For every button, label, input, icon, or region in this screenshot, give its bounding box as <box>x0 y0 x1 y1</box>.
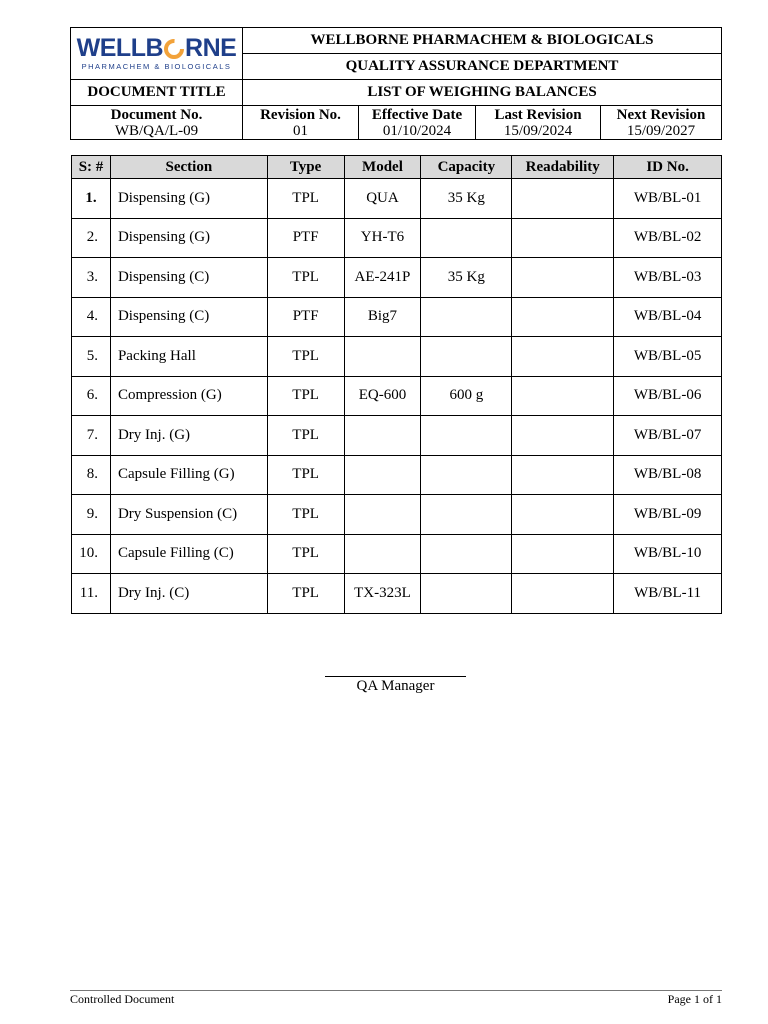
meta-document-no <box>71 106 243 140</box>
id-number-cell: WB/BL-09 <box>614 495 722 535</box>
section-cell: Packing Hall <box>110 337 267 377</box>
readability-cell <box>512 574 614 614</box>
capacity-cell <box>421 218 512 258</box>
readability-cell <box>512 376 614 416</box>
readability-cell <box>512 495 614 535</box>
department-name: QUALITY ASSURANCE DEPARTMENT <box>243 54 722 80</box>
capacity-cell <box>421 455 512 495</box>
id-number-cell: WB/BL-11 <box>614 574 722 614</box>
id-number-cell: WB/BL-01 <box>614 179 722 219</box>
readability-cell <box>512 218 614 258</box>
model-cell: AE-241P <box>344 258 421 298</box>
table-row <box>72 258 722 298</box>
capacity-cell <box>421 297 512 337</box>
model-cell: QUA <box>344 179 421 219</box>
signature-line <box>325 676 466 677</box>
table-row <box>72 455 722 495</box>
section-cell: Dry Inj. (G) <box>110 416 267 456</box>
readability-cell <box>512 534 614 574</box>
section-cell: Capsule Filling (C) <box>110 534 267 574</box>
type-cell: PTF <box>267 218 344 258</box>
model-cell: YH-T6 <box>344 218 421 258</box>
readability-cell <box>512 455 614 495</box>
model-cell: TX-323L <box>344 574 421 614</box>
company-logo <box>71 36 242 71</box>
meta-value: 01/10/2024 <box>382 122 452 139</box>
meta-value: 15/09/2024 <box>503 122 573 139</box>
column-header: S: # <box>72 156 111 179</box>
table-row <box>72 376 722 416</box>
serial-number-cell: 11. <box>72 574 111 614</box>
table-row <box>72 179 722 219</box>
meta-label: Effective Date <box>371 106 463 123</box>
section-cell: Dispensing (G) <box>110 179 267 219</box>
meta-value: 01 <box>293 122 308 139</box>
column-header: Section <box>110 156 267 179</box>
type-cell: TPL <box>267 574 344 614</box>
id-number-cell: WB/BL-03 <box>614 258 722 298</box>
section-cell: Compression (G) <box>110 376 267 416</box>
capacity-cell <box>421 495 512 535</box>
readability-cell <box>512 297 614 337</box>
readability-cell <box>512 179 614 219</box>
weighing-balances-table <box>71 155 722 614</box>
type-cell: TPL <box>267 258 344 298</box>
table-row <box>72 574 722 614</box>
serial-number-cell: 3. <box>72 258 111 298</box>
readability-cell <box>512 337 614 377</box>
capacity-cell: 35 Kg <box>421 179 512 219</box>
section-cell: Dispensing (G) <box>110 218 267 258</box>
capacity-cell: 600 g <box>421 376 512 416</box>
section-cell: Dispensing (C) <box>110 297 267 337</box>
type-cell: TPL <box>267 416 344 456</box>
model-cell <box>344 455 421 495</box>
footer-controlled-document: Controlled Document <box>70 992 175 1006</box>
company-logo-cell <box>71 28 243 80</box>
readability-cell <box>512 416 614 456</box>
section-cell: Capsule Filling (G) <box>110 455 267 495</box>
capacity-cell <box>421 574 512 614</box>
model-cell: Big7 <box>344 297 421 337</box>
serial-number-cell: 8. <box>72 455 111 495</box>
table-row <box>72 337 722 377</box>
meta-label: Next Revision <box>616 106 706 123</box>
id-number-cell: WB/BL-04 <box>614 297 722 337</box>
capacity-cell: 35 Kg <box>421 258 512 298</box>
serial-number-cell: 1. <box>72 179 111 219</box>
table-row <box>72 218 722 258</box>
serial-number-cell: 9. <box>72 495 111 535</box>
type-cell: TPL <box>267 455 344 495</box>
type-cell: TPL <box>267 495 344 535</box>
meta-effective-date <box>359 106 476 140</box>
capacity-cell <box>421 534 512 574</box>
meta-value: 15/09/2027 <box>626 122 696 139</box>
footer-page-number: Page 1 of 1 <box>667 992 722 1006</box>
serial-number-cell: 5. <box>72 337 111 377</box>
serial-number-cell: 4. <box>72 297 111 337</box>
model-cell <box>344 416 421 456</box>
readability-cell <box>512 258 614 298</box>
id-number-cell: WB/BL-05 <box>614 337 722 377</box>
signature-block <box>325 662 466 695</box>
document-header <box>70 27 722 140</box>
column-header: Model <box>344 156 421 179</box>
table-row <box>72 297 722 337</box>
column-header: Type <box>267 156 344 179</box>
logo-wordmark: WELLB RNE <box>76 34 237 62</box>
model-cell <box>344 534 421 574</box>
column-header: Capacity <box>421 156 512 179</box>
section-cell: Dry Inj. (C) <box>110 574 267 614</box>
model-cell <box>344 337 421 377</box>
meta-next-revision <box>601 106 722 140</box>
table-row <box>72 495 722 535</box>
id-number-cell: WB/BL-10 <box>614 534 722 574</box>
logo-o-swirl-icon <box>164 39 184 59</box>
meta-label: Document No. <box>110 106 203 123</box>
type-cell: TPL <box>267 376 344 416</box>
model-cell <box>344 495 421 535</box>
id-number-cell: WB/BL-08 <box>614 455 722 495</box>
type-cell: TPL <box>267 534 344 574</box>
doc-title-label: DOCUMENT TITLE <box>71 80 243 106</box>
table-header-row <box>72 156 722 179</box>
capacity-cell <box>421 416 512 456</box>
table-row <box>72 534 722 574</box>
section-cell: Dispensing (C) <box>110 258 267 298</box>
serial-number-cell: 2. <box>72 218 111 258</box>
meta-label: Revision No. <box>260 106 341 123</box>
logo-tagline: PHARMACHEM & BIOLOGICALS <box>81 62 232 71</box>
id-number-cell: WB/BL-06 <box>614 376 722 416</box>
type-cell: TPL <box>267 337 344 377</box>
table-row <box>72 416 722 456</box>
serial-number-cell: 7. <box>72 416 111 456</box>
type-cell: TPL <box>267 179 344 219</box>
column-header: ID No. <box>614 156 722 179</box>
column-header: Readability <box>512 156 614 179</box>
serial-number-cell: 6. <box>72 376 111 416</box>
capacity-cell <box>421 337 512 377</box>
serial-number-cell: 10. <box>72 534 111 574</box>
footer-divider <box>70 990 722 991</box>
meta-revision-no <box>243 106 359 140</box>
meta-value: WB/QA/L-09 <box>114 122 199 139</box>
section-cell: Dry Suspension (C) <box>110 495 267 535</box>
model-cell: EQ-600 <box>344 376 421 416</box>
company-name: WELLBORNE PHARMACHEM & BIOLOGICALS <box>243 28 722 54</box>
id-number-cell: WB/BL-02 <box>614 218 722 258</box>
id-number-cell: WB/BL-07 <box>614 416 722 456</box>
meta-label: Last Revision <box>494 106 582 123</box>
doc-title: LIST OF WEIGHING BALANCES <box>243 80 722 106</box>
signature-label: QA Manager <box>356 678 435 694</box>
type-cell: PTF <box>267 297 344 337</box>
meta-last-revision <box>476 106 601 140</box>
